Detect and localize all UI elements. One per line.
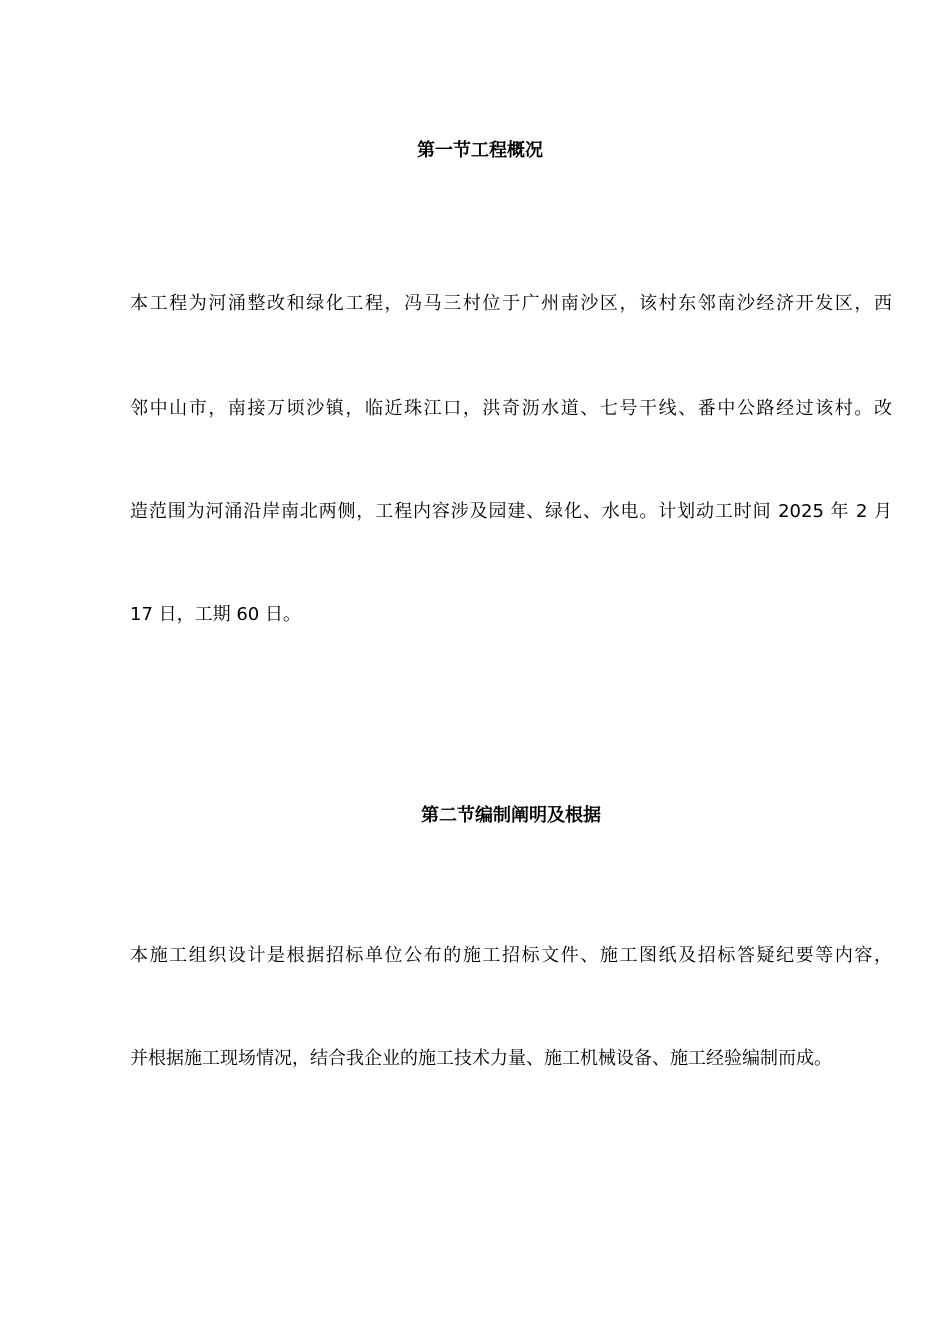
- section-1-paragraph-line: 邻中山市，南接万顷沙镇，临近珠江口，洪奇沥水道、七号干线、番中公路经过该村。改: [130, 398, 892, 419]
- section-1-paragraph-line: 造范围为河涌沿岸南北两侧，工程内容涉及园建、绿化、水电。计划动工时间 2025 年 2 月: [130, 501, 892, 522]
- section-1-heading: 第一节工程概况: [417, 140, 543, 161]
- section-1-paragraph-line: 17 日，工期 60 日。: [130, 604, 301, 625]
- section-2-heading: 第二节编制阐明及根据: [421, 805, 601, 826]
- section-1-paragraph-line: 本工程为河涌整改和绿化工程，冯马三村位于广州南沙区，该村东邻南沙经济开发区，西: [130, 293, 892, 314]
- section-2-paragraph-line: 并根据施工现场情况，结合我企业的施工技术力量、施工机械设备、施工经验编制而成。: [130, 1048, 832, 1069]
- section-2-paragraph-line: 本施工组织设计是根据招标单位公布的施工招标文件、施工图纸及招标答疑纪要等内容，: [130, 945, 892, 966]
